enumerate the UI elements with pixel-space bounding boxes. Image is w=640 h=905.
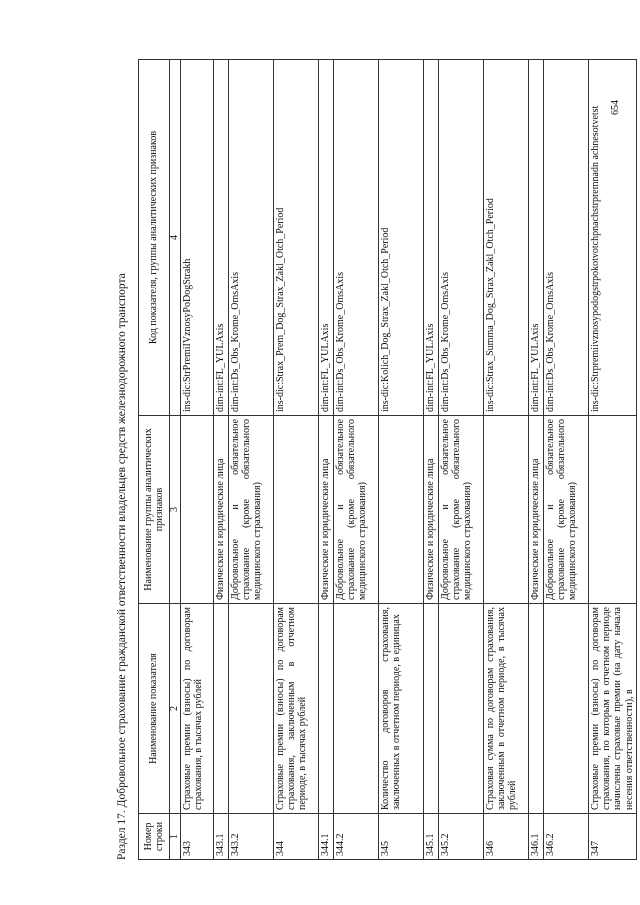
row-number: 346.2	[544, 814, 589, 860]
table-row	[484, 60, 529, 860]
indicator-code: dim-int:FL_YULAxis	[529, 60, 544, 416]
row-number: 343.2	[229, 814, 274, 860]
indicator-name	[439, 604, 484, 814]
analytic-group: Физические и юридические лица	[319, 416, 334, 604]
table-row	[379, 60, 424, 860]
indicator-name: Количество договоров страхования, заключенных в отчетном периоде, в единицах	[379, 604, 424, 814]
analytic-group: Физические и юридические лица	[529, 416, 544, 604]
indicator-name: Страховые премии (взносы) по договорам страхования, заключенным в отчетном периоде, в тысячах рублей	[274, 604, 319, 814]
indicator-name	[214, 604, 229, 814]
indicator-code: dim-int:Ds_Obs_Krome_OmsAxis	[334, 60, 379, 416]
table-row	[181, 60, 214, 860]
row-number: 344.2	[334, 814, 379, 860]
indicator-code: ins-dic:StrPremiIVznosyPoDogStrakh	[181, 60, 214, 416]
indicator-name	[529, 604, 544, 814]
table-row	[424, 60, 439, 860]
table-row	[214, 60, 229, 860]
analytic-group	[589, 416, 637, 604]
table-row	[319, 60, 334, 860]
column-number-3: 3	[170, 416, 181, 604]
table-row	[439, 60, 484, 860]
indicator-name	[424, 604, 439, 814]
row-number: 344	[274, 814, 319, 860]
row-number: 345.2	[439, 814, 484, 860]
indicator-code: ins-dic:Kolich_Dog_Strax_Zakl_Otch_Period	[379, 60, 424, 416]
table-row	[229, 60, 274, 860]
column-number-4: 4	[170, 60, 181, 416]
indicator-name: Страховые премии (взносы) по договорам страхования, в тысячах рублей	[181, 604, 214, 814]
row-number: 344.1	[319, 814, 334, 860]
header-indicator-name: Наименование показателя	[139, 604, 170, 814]
indicator-code: ins-dic:Strax_Summa_Dog_Strax_Zakl_Otch_Period	[484, 60, 529, 416]
indicator-table	[138, 59, 637, 860]
row-number: 345.1	[424, 814, 439, 860]
row-number: 345	[379, 814, 424, 860]
indicator-name	[319, 604, 334, 814]
indicator-code: ins-dic:Strax_Prem_Dog_Strax_Zakl_Otch_Period	[274, 60, 319, 416]
analytic-group: Физические и юридические лица	[214, 416, 229, 604]
row-number: 343	[181, 814, 214, 860]
header-analytic-group: Наименование группы аналитических признаков	[139, 416, 170, 604]
table-header-row	[139, 60, 170, 860]
indicator-name	[229, 604, 274, 814]
indicator-code: ins-dic:Strpremiivznosypodogstrpokotvotchpnachstrpremnadn achnesotvetst	[589, 60, 637, 416]
column-number-1: 1	[170, 814, 181, 860]
analytic-group: Физические и юридические лица	[424, 416, 439, 604]
row-number: 346	[484, 814, 529, 860]
indicator-code: dim-int:Ds_Obs_Krome_OmsAxis	[439, 60, 484, 416]
indicator-name	[544, 604, 589, 814]
indicator-name: Страховая сумма по договорам страхования, заключенным в отчетном периоде, в тысячах рублей	[484, 604, 529, 814]
analytic-group	[484, 416, 529, 604]
analytic-group	[379, 416, 424, 604]
table-row	[544, 60, 589, 860]
table-row	[274, 60, 319, 860]
analytic-group: Добровольное и обязательное страхование (кроме обязательного медицинского страхования)	[439, 416, 484, 604]
indicator-code: dim-int:Ds_Obs_Krome_OmsAxis	[544, 60, 589, 416]
table-row	[334, 60, 379, 860]
column-number-2: 2	[170, 604, 181, 814]
header-line-number: Номер строки	[139, 814, 170, 860]
row-number: 343.1	[214, 814, 229, 860]
indicator-name	[334, 604, 379, 814]
analytic-group: Добровольное и обязательное страхование (кроме обязательного медицинского страхования)	[334, 416, 379, 604]
analytic-group: Добровольное и обязательное страхование (кроме обязательного медицинского страхования)	[229, 416, 274, 604]
analytic-group: Добровольное и обязательное страхование (кроме обязательного медицинского страхования)	[544, 416, 589, 604]
header-code: Код показателя, группы аналитических признаков	[139, 60, 170, 416]
column-number-row	[170, 60, 181, 860]
table-row	[529, 60, 544, 860]
section-title: Раздел 17. Добровольное страхование гражданской ответственности владельцев средств железнодорожного транспорта	[116, 273, 128, 860]
analytic-group	[274, 416, 319, 604]
row-number: 347	[589, 814, 637, 860]
indicator-code: dim-int:FL_YULAxis	[319, 60, 334, 416]
table-row	[589, 60, 637, 860]
indicator-code: dim-int:FL_YULAxis	[424, 60, 439, 416]
indicator-code: dim-int:FL_YULAxis	[214, 60, 229, 416]
page-number: 654	[610, 100, 621, 115]
indicator-code: dim-int:Ds_Obs_Krome_OmsAxis	[229, 60, 274, 416]
analytic-group	[181, 416, 214, 604]
indicator-name: Страховые премии (взносы) по договорам страхования, по которым в отчетном периоде начислены страховые премии (на дату начала несения ответственности), в	[589, 604, 637, 814]
row-number: 346.1	[529, 814, 544, 860]
